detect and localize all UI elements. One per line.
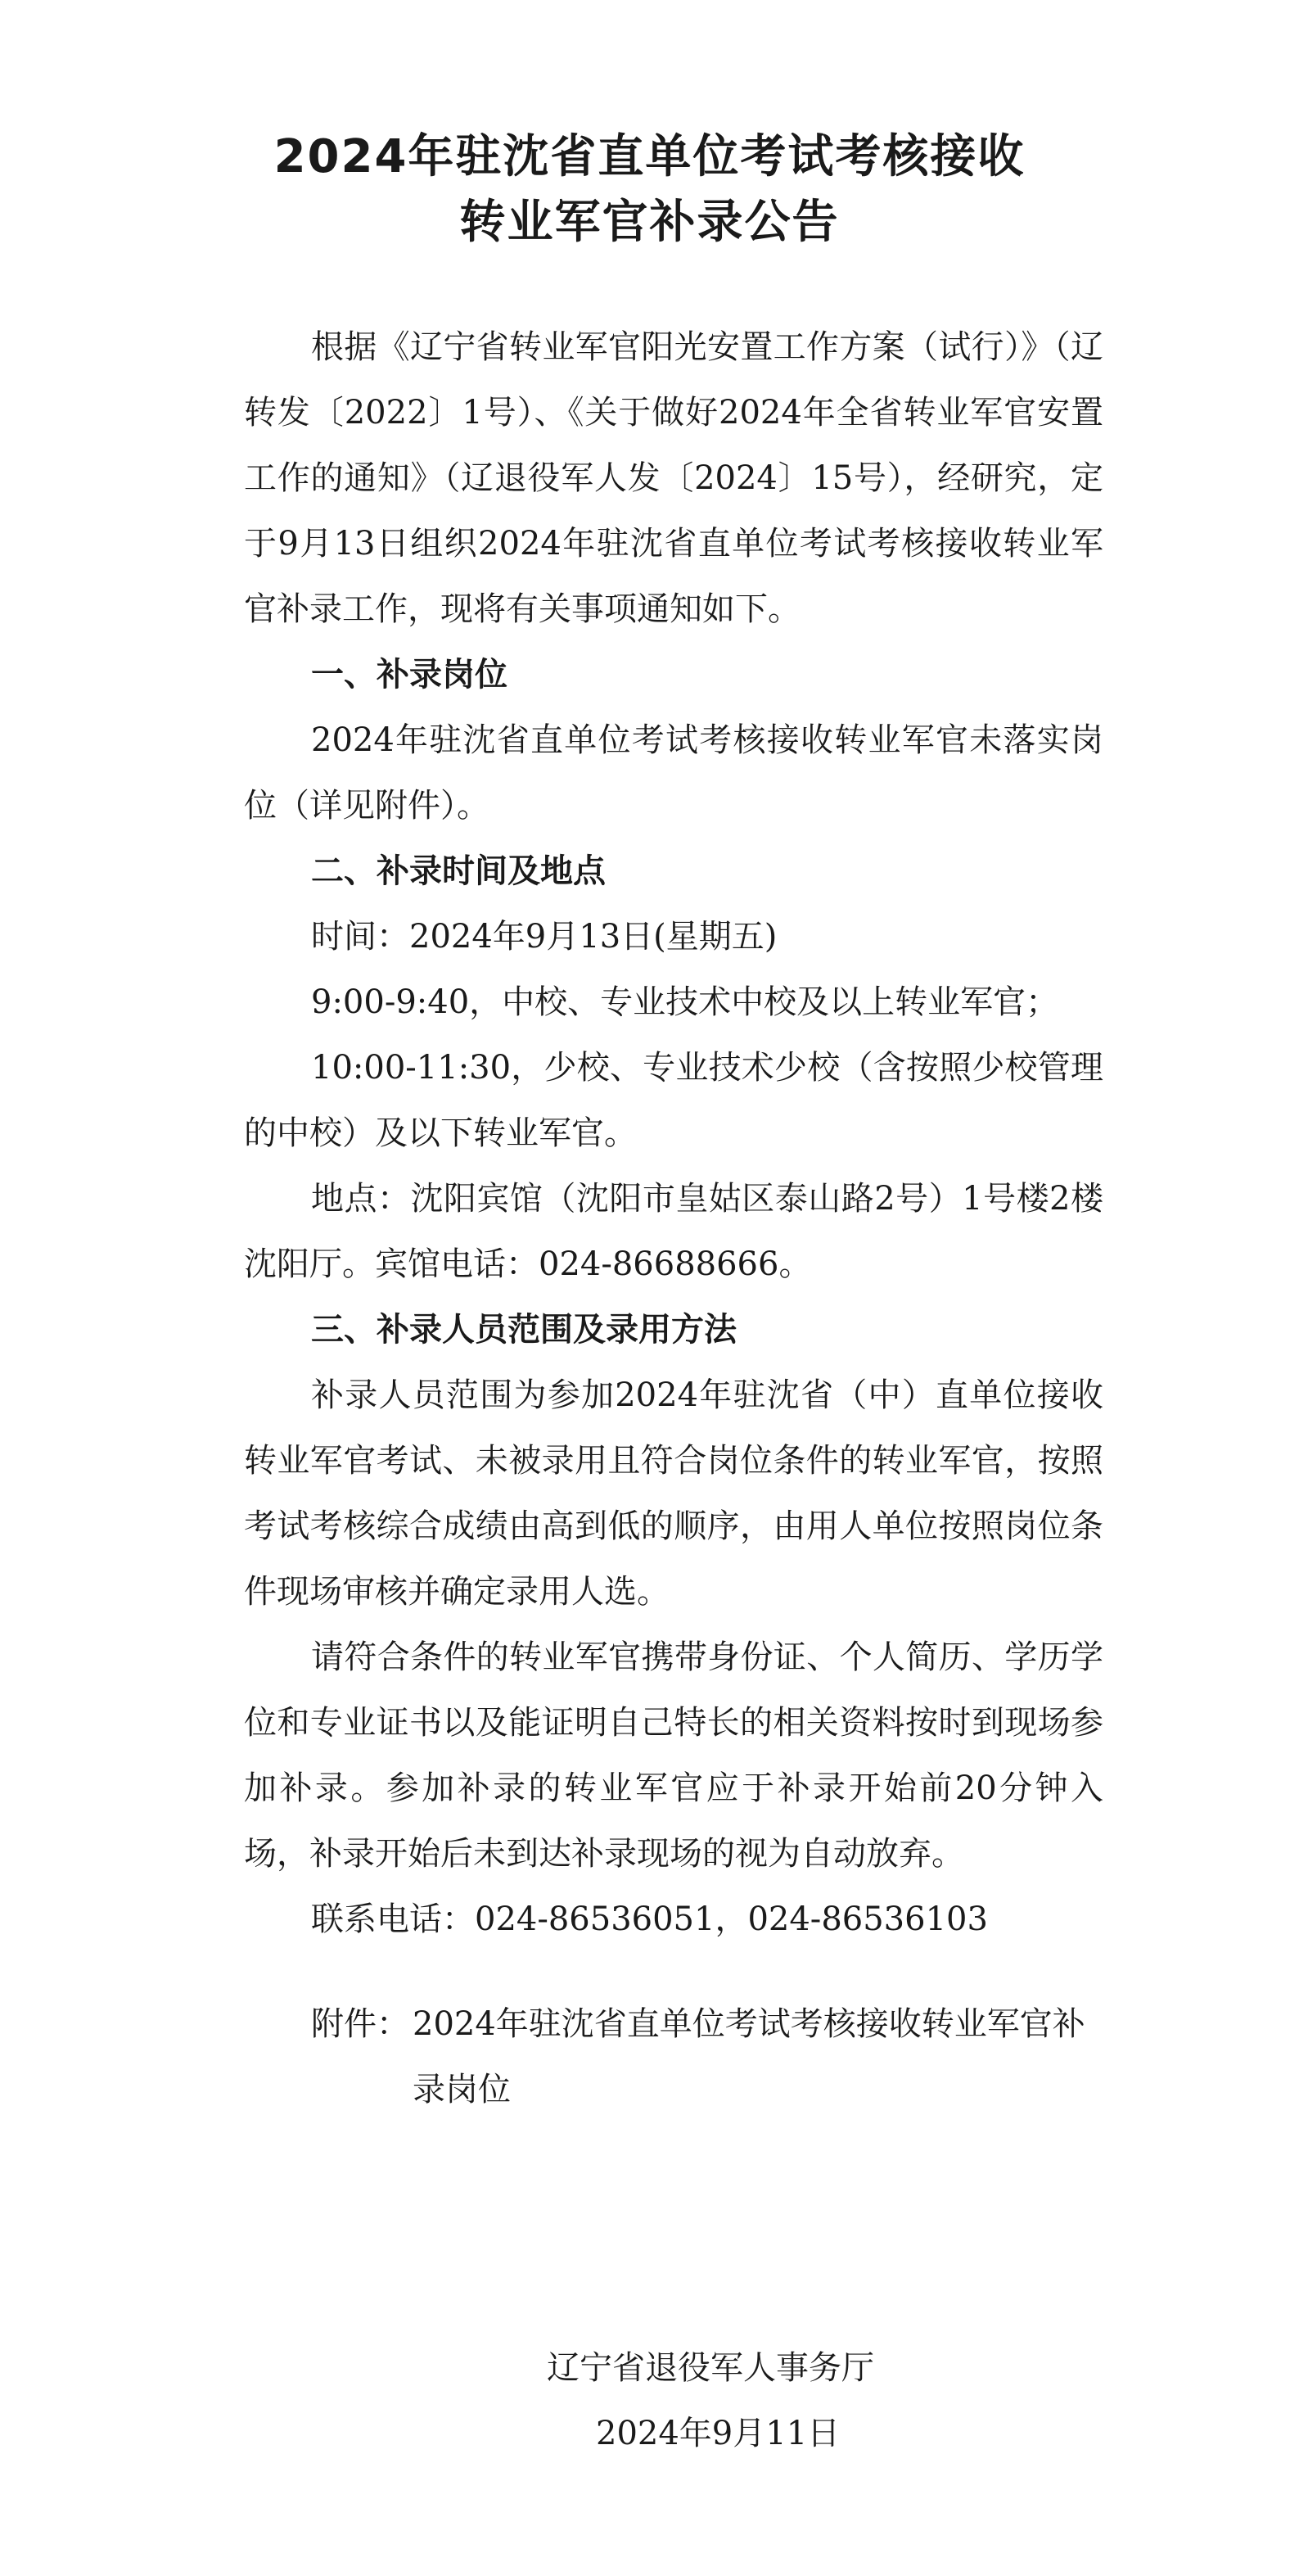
section-1-text: 2024年驻沈省直单位考试考核接收转业军官未落实岗位（详见附件）。 bbox=[244, 721, 1103, 825]
intro-paragraph: 根据《辽宁省转业军官阳光安置工作方案（试行）》（辽转发〔2022〕1号）、《关于做好2024年全省转业军官安置工作的通知》（辽退役军人发〔2024〕15号），经研究，定于9月13日组织2024年驻沈省直单位考试考核接收转业军官补录工作，现将有关事项通知如下。 bbox=[244, 328, 1103, 628]
section-3-paragraph-1: 补录人员范围为参加2024年驻沈省（中）直单位接收转业军官考试、未被录用且符合岗位条件的转业军官，按照考试考核综合成绩由高到低的顺序，由用人单位按照岗位条件现场审核并确定录用人选。 bbox=[244, 1376, 1103, 1611]
section-2-place: 地点：沈阳宾馆（沈阳市皇姑区泰山路2号）1号楼2楼沈阳厅。宾馆电话：024-86688666。 bbox=[244, 1180, 1103, 1283]
section-2-slot-1: 9:00-9:40，中校、专业技术中校及以上转业军官； bbox=[311, 983, 1059, 1021]
section-2-slot-2: 10:00-11:30，少校、专业技术少校（含按照少校管理的中校）及以下转业军官。 bbox=[244, 1049, 1103, 1152]
section-3-heading: 三、补录人员范围及录用方法 bbox=[311, 1311, 737, 1349]
section-2-time: 时间：2024年9月13日(星期五) bbox=[311, 918, 778, 956]
section-1-heading: 一、补录岗位 bbox=[311, 656, 507, 694]
signature-date: 2024年9月11日 bbox=[596, 2415, 841, 2452]
attachment-label: 附件： bbox=[311, 2005, 409, 2043]
attachment-text: 2024年驻沈省直单位考试考核接收转业军官补录岗位 bbox=[413, 2005, 1085, 2108]
section-3-contact: 联系电话：024-86536051，024-86536103 bbox=[311, 1900, 988, 1938]
title-line-2: 转业军官补录公告 bbox=[459, 196, 840, 249]
signature-org: 辽宁省退役军人事务厅 bbox=[547, 2349, 874, 2387]
section-3-paragraph-2: 请符合条件的转业军官携带身份证、个人简历、学历学位和专业证书以及能证明自己特长的相关资料按时到现场参加补录。参加补录的转业军官应于补录开始前20分钟入场，补录开始后未到达补录现场的视为自动放弃。 bbox=[244, 1638, 1103, 1873]
section-2-heading: 二、补录时间及地点 bbox=[311, 852, 606, 890]
title-line-1: 2024年驻沈省直单位考试考核接收 bbox=[273, 130, 1026, 183]
